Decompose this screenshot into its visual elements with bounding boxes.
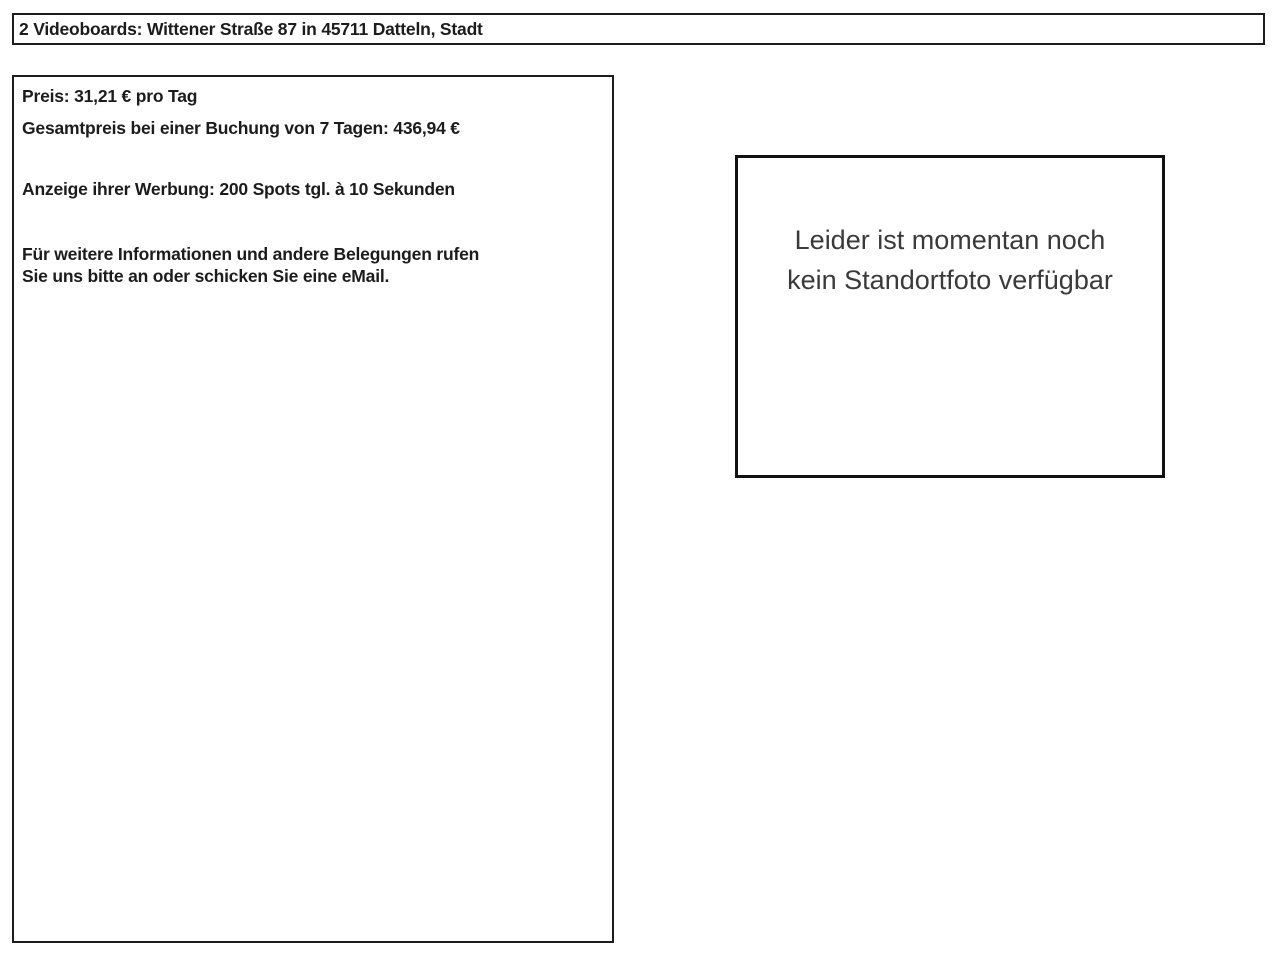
contact-info-line-2: Sie uns bitte an oder schicken Sie eine eMail. xyxy=(22,266,390,286)
total-price-line: Gesamtpreis bei einer Buchung von 7 Tagen: 436,94 € xyxy=(22,118,460,138)
listing-title-bar xyxy=(12,13,1265,45)
listing-title: 2 Videoboards: Wittener Straße 87 in 45711 Datteln, Stadt xyxy=(19,19,483,39)
no-photo-message: Leider ist momentan noch kein Standortfoto verfügbar xyxy=(787,225,1113,295)
pricing-info-panel xyxy=(12,75,614,943)
contact-info-line-1: Für weitere Informationen und andere Belegungen rufen xyxy=(22,244,480,264)
ad-spots-line: Anzeige ihrer Werbung: 200 Spots tgl. à 10 Sekunden xyxy=(22,179,455,199)
location-photo-placeholder-box xyxy=(735,155,1165,478)
price-per-day-line: Preis: 31,21 € pro Tag xyxy=(22,86,198,106)
